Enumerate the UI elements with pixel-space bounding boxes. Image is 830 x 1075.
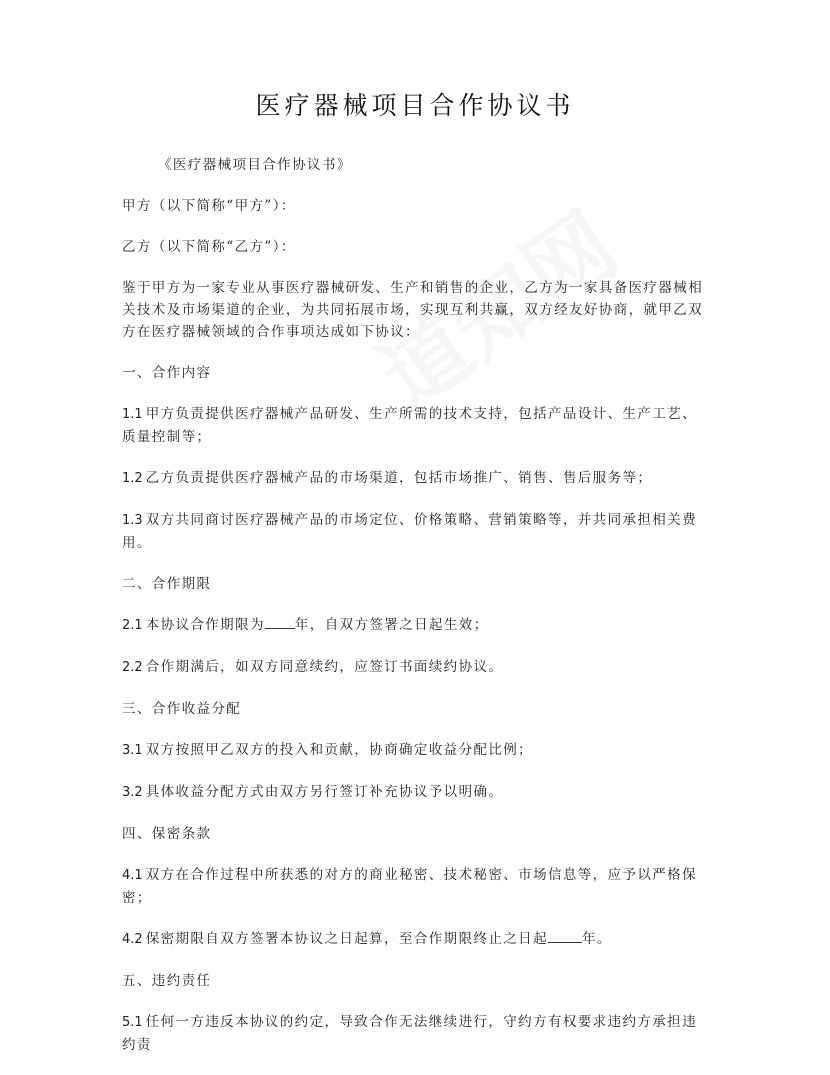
clause-3-1 <box>122 739 710 762</box>
section-heading-4: 四、保密条款 <box>122 826 212 842</box>
clause-number: 4.1 <box>122 868 143 883</box>
clause-1-2 <box>122 467 710 490</box>
document-title: 医疗器械项目合作协议书 <box>255 91 575 120</box>
clause-text-after: 年。 <box>582 931 612 947</box>
clause-text: 乙方负责提供医疗器械产品的市场渠道，包括市场推广、销售、售后服务等； <box>145 470 653 486</box>
clause-number: 3.2 <box>122 785 143 800</box>
clause-number: 2.2 <box>122 660 143 675</box>
clause-text: 双方在合作过程中所获悉的对方的商业秘密、技术秘密、市场信息等，应予以严格保密； <box>122 867 697 906</box>
clause-4-2 <box>122 928 710 951</box>
clause-number: 2.1 <box>122 618 143 633</box>
clause-number: 1.1 <box>122 407 143 422</box>
clause-2-1 <box>122 614 710 637</box>
clause-text: 甲方负责提供医疗器械产品研发、生产所需的技术支持，包括产品设计、生产工艺、质量控制等； <box>122 406 697 445</box>
clause-text: 具体收益分配方式由双方另行签订补充协议予以明确。 <box>145 784 504 800</box>
clause-5-1 <box>122 1011 710 1056</box>
party-a-line: 甲方（以下简称“甲方”）： <box>122 198 296 214</box>
clause-number: 1.3 <box>122 513 143 528</box>
document-body <box>122 154 710 1075</box>
clause-number: 5.1 <box>122 1015 143 1030</box>
section-heading-5: 五、违约责任 <box>122 973 212 989</box>
fill-in-blank <box>265 614 295 629</box>
section-heading-2: 二、合作期限 <box>122 576 212 592</box>
section-heading-3: 三、合作收益分配 <box>122 701 242 717</box>
clause-text-before: 保密期限自双方签署本协议之日起算，至合作期限终止之日起 <box>145 931 548 947</box>
clause-1-3 <box>122 509 710 554</box>
clause-text: 任何一方违反本协议的约定，导致合作无法继续进行，守约方有权要求违约方承担违约责 <box>122 1014 697 1053</box>
fill-in-blank <box>548 928 582 943</box>
clause-text: 双方共同商讨医疗器械产品的市场定位、价格策略、营销策略等，并共同承担相关费用。 <box>122 512 697 551</box>
clause-text: 双方按照甲乙双方的投入和贡献，协商确定收益分配比例； <box>145 742 534 758</box>
clause-1-1 <box>122 403 710 448</box>
clause-4-1 <box>122 864 710 909</box>
document-subtitle: 《医疗器械项目合作协议书》 <box>158 157 352 173</box>
clause-number: 1.2 <box>122 471 143 486</box>
clause-text-before: 本协议合作期限为 <box>145 617 265 633</box>
section-heading-1: 一、合作内容 <box>122 365 212 381</box>
clause-3-2 <box>122 781 710 804</box>
preamble-paragraph: 鉴于甲方为一家专业从事医疗器械研发、生产和销售的企业，乙方为一家具备医疗器械相关技术及市场渠道的企业，为共同拓展市场，实现互利共赢，双方经友好协商，就甲乙双方在医疗器械领域的合作事项达成如下协议： <box>122 280 704 340</box>
clause-text: 合作期满后，如双方同意续约，应签订书面续约协议。 <box>145 659 504 675</box>
clause-text-after: 年，自双方签署之日起生效； <box>294 617 489 633</box>
clause-number: 3.1 <box>122 743 143 758</box>
party-b-line: 乙方（以下简称“乙方”）： <box>122 239 296 255</box>
clause-2-2 <box>122 656 710 679</box>
clause-number: 4.2 <box>122 932 143 947</box>
